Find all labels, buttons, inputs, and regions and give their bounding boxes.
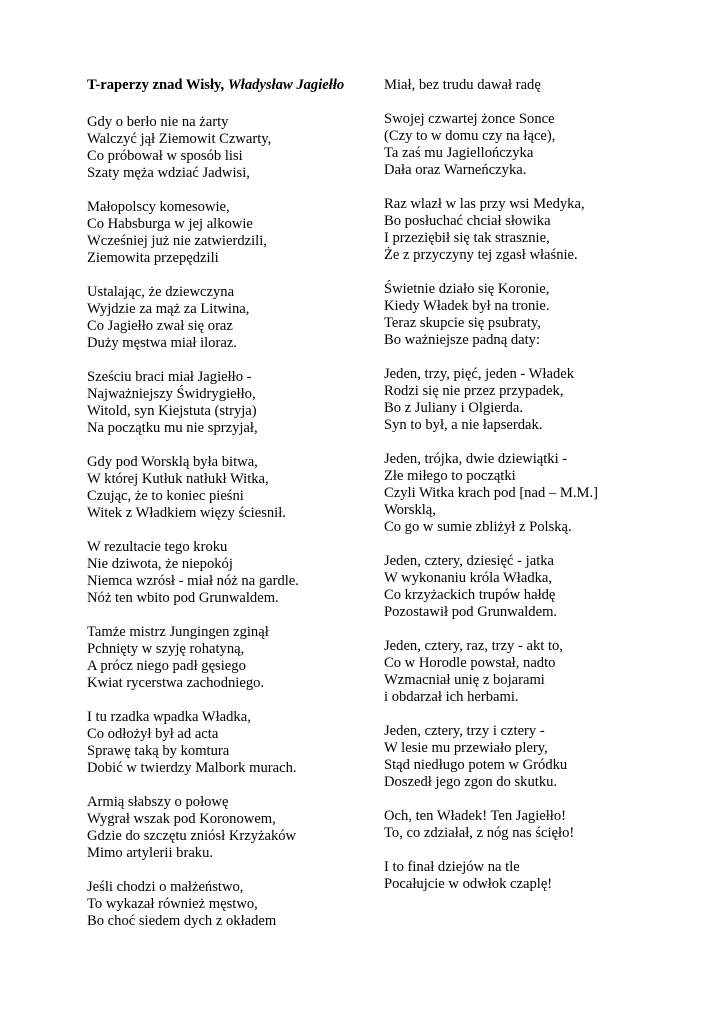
verse-line: Gdy pod Worsklą była bitwa, [87,454,258,470]
verse-line: W rezultacie tego kroku [87,539,228,555]
verse-line: Swojej czwartej żonce Sonce [384,111,555,127]
verse-line: Sześciu braci miał Jagiełło - [87,369,252,385]
verse-line: Och, ten Władek! Ten Jagiełło! [384,808,567,824]
verse-line: Niemca wzrósł - miał nóż na gardle. [87,573,299,589]
verse-line: To, co zdziałał, z nóg nas ścięło! [384,825,575,841]
stanza [384,451,694,536]
stanza [87,199,355,267]
verse-line: Co krzyżackich trupów hałdę [384,587,556,603]
verse-line: Dała oraz Warneńczyka. [384,162,527,178]
verse-line: Bo ważniejsze padną daty: [384,332,541,348]
verse-line: Stąd niedługo potem w Gródku [384,757,568,773]
verse-line: (Czy to w domu czy na łące), [384,128,556,144]
stanza [87,539,355,607]
verse-line: Złe miłego to początki [384,468,516,484]
stanza [87,879,355,930]
verse-line: Nie dziwota, że niepokój [87,556,233,572]
verse-line: Na początku mu nie sprzyjał, [87,420,258,436]
verse-line: Kiedy Władek był na tronie. [384,298,550,314]
verse-line: Raz wlazł w las przy wsi Medyka, [384,196,585,212]
verse-line: Bo z Juliany i Olgierda. [384,400,524,416]
verse-line: Syn to był, a nie łapserdak. [384,417,543,433]
verse-line: To wykazał również męstwo, [87,896,258,912]
verse-line: Ziemowita przepędzili [87,250,219,266]
verse-line: Szaty męża wdziać Jadwisi, [87,165,250,181]
verse-line: W której Kutłuk natłukł Witka, [87,471,269,487]
verse-line: Co odłożył był ad acta [87,726,219,742]
verse-line: Witek z Władkiem więzy ściesnił. [87,505,286,521]
verse-line: Mimo artylerii braku. [87,845,214,861]
verse-line: i obdarzał ich herbami. [384,689,519,705]
verse-line: Armią słabszy o połowę [87,794,229,810]
verse-line: Czując, że to koniec pieśni [87,488,244,504]
verse-line: Rodzi się nie przez przypadek, [384,383,564,399]
stanza [384,111,694,179]
verse-line: Wzmacniał unię z bojarami [384,672,545,688]
verse-line: Pchnięty w szyję rohatyną, [87,641,245,657]
poem-author: Władysław Jagiełło [227,77,345,93]
verse-line: Gdy o berło nie na żarty [87,114,229,130]
verse-line: Bo choć siedem dych z okładem [87,913,277,929]
verse-line: Najważniejszy Świdrygiełło, [87,386,256,402]
stanza [384,553,694,621]
left-column [87,77,355,947]
verse-line: Co w Horodle powstał, nadto [384,655,556,671]
stanza [384,196,694,264]
right-stanzas [384,77,694,893]
verse-line: Witold, syn Kiejstuta (stryja) [87,403,257,419]
verse-line: Tamże mistrz Jungingen zginął [87,624,269,640]
verse-line: Walczyć jął Ziemowit Czwarty, [87,131,272,147]
left-stanzas [87,114,355,930]
verse-line: Gdzie do szczętu zniósł Krzyżaków [87,828,297,844]
verse-line: W lesie mu przewiało plery, [384,740,548,756]
verse-line: Jeden, cztery, dziesięć - jatka [384,553,555,569]
verse-line: I przeziębił się tak strasznie, [384,230,550,246]
stanza [384,366,694,434]
stanza [87,624,355,692]
verse-line: Teraz skupcie się psubraty, [384,315,541,331]
verse-line: Co próbował w sposób lisi [87,148,243,164]
verse-line: Ustalając, że dziewczyna [87,284,235,300]
verse-line: Co Habsburga w jej alkowie [87,216,253,232]
verse-line: W wykonaniu króla Władka, [384,570,553,586]
stanza [87,454,355,522]
verse-line: Duży męstwa miał iloraz. [87,335,237,351]
stanza [384,77,694,94]
verse-line: Jeden, trzy, pięć, jeden - Władek [384,366,575,382]
verse-line: Czyli Witka krach pod [nad – M.M.] [384,485,598,501]
stanza [87,369,355,437]
stanza [384,859,694,893]
verse-line: Jeden, cztery, raz, trzy - akt to, [384,638,563,654]
stanza [384,808,694,842]
verse-line: Miał, bez trudu dawał radę [384,77,541,93]
verse-line: Wcześniej już nie zatwierdzili, [87,233,267,249]
right-column [384,77,694,910]
verse-line: Małopolscy komesowie, [87,199,230,215]
verse-line: Worsklą, [384,502,436,518]
verse-line: Dobić w twierdzy Malbork murach. [87,760,297,776]
stanza [384,723,694,791]
verse-line: I to finał dziejów na tle [384,859,520,875]
verse-line: I tu rzadka wpadka Władka, [87,709,251,725]
verse-line: Jeden, trójka, dwie dziewiątki - [384,451,568,467]
verse-line: Pocałujcie w odwłok czaplę! [384,876,553,892]
verse-line: Doszedł jego zgon do skutku. [384,774,558,790]
verse-line: Świetnie działo się Koronie, [384,281,550,297]
verse-line: Jeden, cztery, trzy i cztery - [384,723,545,739]
verse-line: Że z przyczyny tej zgasł właśnie. [384,247,578,263]
verse-line: Wyjdzie za mąż za Litwina, [87,301,250,317]
verse-line: A prócz niego padł gęsiego [87,658,246,674]
verse-line: Co Jagiełło zwał się oraz [87,318,233,334]
verse-line: Wygrał wszak pod Koronowem, [87,811,276,827]
verse-line: Kwiat rycerstwa zachodniego. [87,675,265,691]
stanza [87,794,355,862]
stanza [87,114,355,182]
verse-line: Bo posłuchać chciał słowika [384,213,551,229]
verse-line: Pozostawił pod Grunwaldem. [384,604,558,620]
verse-line: Nóż ten wbito pod Grunwaldem. [87,590,279,606]
poem-title-text: T-raperzy znad Wisły, [87,77,225,93]
stanza [87,709,355,777]
verse-line: Co go w sumie zbliżył z Polską. [384,519,572,535]
stanza [384,638,694,706]
verse-line: Jeśli chodzi o małżeństwo, [87,879,244,895]
verse-line: Sprawę taką by komtura [87,743,230,759]
stanza [384,281,694,349]
verse-line: Ta zaś mu Jagiellończyka [384,145,534,161]
stanza [87,284,355,352]
poem-title [87,77,355,94]
